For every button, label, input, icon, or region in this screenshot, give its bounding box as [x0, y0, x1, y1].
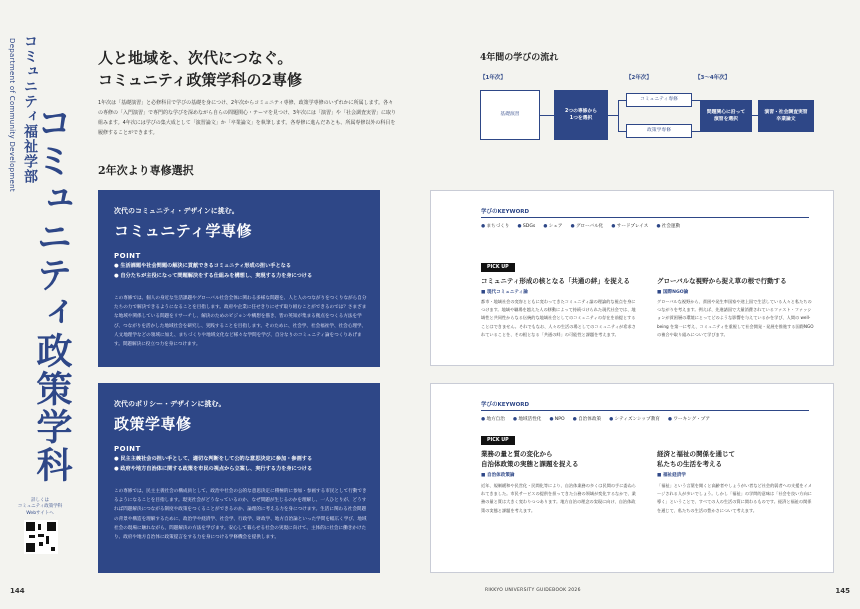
divider [481, 410, 809, 411]
article-subject: ■ 現代コミュニティ論 [481, 289, 528, 295]
keyword: ● グローバル化 [570, 224, 603, 229]
article-heading: 業務の量と質の変化から 自治体政策の実態と課題を捉える [481, 450, 579, 468]
qr-code[interactable] [24, 520, 58, 554]
keyword-label: 学びのKEYWORD [481, 402, 530, 408]
flow-basic-seminar: 基礎演習 [480, 90, 540, 140]
divider [481, 217, 809, 218]
year1-label: 【1年次】 [480, 75, 506, 81]
keyword: ● シティズンシップ教育 [609, 417, 660, 422]
pick-up-badge: PICK UP [481, 263, 515, 272]
section-title: 2年次より専修選択 [98, 164, 194, 177]
keyword: ● 自治体政策 [573, 417, 601, 422]
point-item: ● 自分たちが主役になって問題解決をする仕組みを構想し、実現する力を身につける [114, 272, 372, 282]
flow-connector [692, 131, 700, 132]
flow-connector [618, 131, 626, 132]
flow-connector [618, 100, 626, 101]
page-number: 145 [835, 587, 850, 595]
course-subtitle: 次代のポリシー・デザインに挑む。 [114, 400, 226, 408]
flow-community-course: コミュニティ専修 [626, 93, 692, 107]
keyword: ● SDGs [517, 224, 535, 229]
keyword: ● サードプレイス [611, 224, 648, 229]
course-body: この専修では、民主主義社会の構成員として、政治や社会の公的な意思決定に積極的に参加・参画する市民として行動できるようになることを目指します。現実社会がどうなっているのか、なぜ問題が生じるのかを理解し、一人ひとりが、どうすれば問題解決につながる制度や政策をつくることができるのか、論理的に考える力を身につけます。生活に関わる社会問題の背景や構造を理解するために、政治学や経済学、社会学、行政学、財政学、地方自治論といった学問を幅広く学び、地域社会の現場に触れながら、問題解決の方法を学びます。安心して暮らせる社会の実現に向けて、主体的に社会に働きかけたり、政府や地方自治体に政策提言をする力を身につける学修機会を提供します。 [114, 489, 367, 540]
point-list [114, 262, 372, 281]
flow-connector [608, 115, 618, 116]
right-page [430, 0, 860, 609]
keyword-list [481, 416, 718, 422]
flow-connector [692, 100, 700, 101]
article-subject: ■ 国際NGO論 [657, 289, 688, 295]
intro-text: 1年次は「基礎演習」と必修科目で学びの基礎を身につけ、2年次からコミュニティ専修、政策学専修のいずれかに所属します。各々の専修の「入門演習」で専門的な学びを深めながら自らの問題関心・テーマを見つけ、3年次には「演習」や「社会調査実習」に取り組みます。4年次には学びの集大成として「演習論文」か「卒業論文」を執筆します。各専修に進んだあとも、所属専修以外の科目を履修することができます。 [98, 100, 396, 136]
course-title: 政策学専修 [114, 415, 192, 433]
article-text: 「福祉」という言葉を聞くと高齢者やしょうがい者など社会的弱者への支援をイメージされる人が多いでしょう。しかし「福祉」の学問的意味は「社会を良い方向に導く」ということで、すべての人の生活の質に関わるものです。経済と福祉の関係を通じて、私たちの生活の豊かさについて考えます。 [657, 483, 812, 513]
policy-keywords-card [430, 383, 834, 573]
keyword: ● 社会運動 [656, 224, 680, 229]
point-list [114, 455, 372, 474]
flow-title: 4年間の学びの流れ [480, 53, 559, 63]
article-text: グローバルな視野から、貧困や発生率国家や途上国で生活している人々と私たちのつながりを考えます。例えば、先進諸国で大量消費されているファスト・ファッションが貧困層の環境にとってどのような影響を与えているかを学び、人間の well-being を第一に考え、コミュニティを重視して社会開発・発展を推進する国際NGOの複合や取り組みについて学びます。 [657, 299, 814, 337]
headline: 人と地域を、次代につなぐ。 コミュニティ政策学科の2専修 [98, 49, 302, 89]
keyword-list [481, 223, 688, 229]
point-item: ● 政府や地方自治体に関する政策を市民の視点から立案し、実行する力を身につける [114, 465, 372, 475]
page-number: 144 [10, 587, 25, 595]
year2-label: 【2年次】 [626, 75, 652, 81]
pick-up-badge: PICK UP [481, 436, 515, 445]
keyword: ● シェア [543, 224, 562, 229]
guidebook-label: RIKKYO UNIVERSITY GUIDEBOOK 2026 [485, 588, 581, 593]
course-title: コミュニティ学専修 [114, 222, 253, 240]
policy-course-box [98, 383, 380, 573]
community-course-box [98, 190, 380, 367]
keyword-label: 学びのKEYWORD [481, 209, 530, 215]
article-heading: 経済と福祉の関係を通じて 私たちの生活を考える [657, 450, 735, 468]
article-subject: ■ 自治体政策論 [481, 472, 515, 478]
article-heading: コミュニティ形成の核となる「共通の絆」を捉える [481, 277, 630, 285]
keyword: ● まちづくり [481, 224, 509, 229]
keyword: ● ワーキング・プア [668, 417, 710, 422]
faculty-en: Department of Community Development [8, 38, 16, 192]
course-body: この専修では、個人の身近な生活課題やグローバル社会全体に関わる多様な問題を、人と人のつながりをつくりながら自分たちの力で解決できるようになることを目指します。政府や企業に任せきりにせず取り組むことができるのでは？さまざまな地域や関係している問題をリサーチし、解決のためのビジョンや構想を描き、皆の英知が集まる拠点をつくる方法を学び、つながりを活かした地域社会を研究し、実践することを目指します。そのために、社会学、社会福祉学、社会心理学、人文地理学などの領域に加え、まちづくりや地域文化など様々な学問を学び、自分なりのコミュニティ論をつくりあげます。問題解決に役立つ力を身につけます。 [114, 296, 367, 347]
faculty-ja: コミュニティ福祉学部 [22, 34, 38, 184]
article-subject: ■ 福祉経済学 [657, 472, 686, 478]
point-item: ● 民主主義社会の担い手として、適切な判断をして公的な意思決定に参加・参画する [114, 455, 372, 465]
point-item: ● 生活課題や社会問題の解決に貢献できるコミュニティ形成の担い手となる [114, 262, 372, 272]
flow-connector [540, 115, 554, 116]
flow-connector [618, 100, 619, 132]
article-text: 都市・地域社会の変容とともに変わってきたコミュニティ論の理論的な視点を身につけます。地域や職場を越えた人の移動によって持続づけられた現代社会では、地域性と共同性からなる伝統的な地域社会としてのコミュニティの存在を前提とすることはできません。それでもなお、人々の生活の場としてのコミュニティが希求されていることを、その根となる「共通の絆」の可能性と課題を考えます。 [481, 299, 636, 337]
article-heading: グローバルな視野から捉え草の根で行動する [657, 277, 787, 285]
course-subtitle: 次代のコミュニティ・デザインに挑む。 [114, 207, 239, 215]
flow-select-course: 2つの専修から 1つを選択 [554, 90, 608, 140]
department-title: コミュニティ政策学科 [31, 104, 73, 484]
flow-policy-course: 政策学専修 [626, 124, 692, 138]
point-label: POINT [114, 252, 141, 260]
flow-thesis: 演習・社会調査実習 卒業論文 [758, 100, 814, 132]
keyword: ● 地域活性化 [513, 417, 541, 422]
point-label: POINT [114, 445, 141, 453]
year34-label: 【3～4年次】 [695, 75, 731, 81]
flow-seminar-select: 問題関心に沿って 演習を選択 [700, 100, 752, 132]
community-keywords-card [430, 190, 834, 366]
website-note: 詳しくは コミュニティ政策学科 Webサイトへ [17, 498, 63, 516]
keyword: ● 地方自治 [481, 417, 505, 422]
keyword: ● NPO [549, 417, 564, 422]
article-text: 近年、規制緩和や民営化・民間化等により、自治体業務の多くは民間の手に委ねられてきました。市民サービスの提供を担ってきた公務の領域が変化するなかで、業務の量と質は大きく変わりつつあります。地方自治の理念の実現に向け、自治体政策の実態と課題を考えます。 [481, 483, 636, 513]
